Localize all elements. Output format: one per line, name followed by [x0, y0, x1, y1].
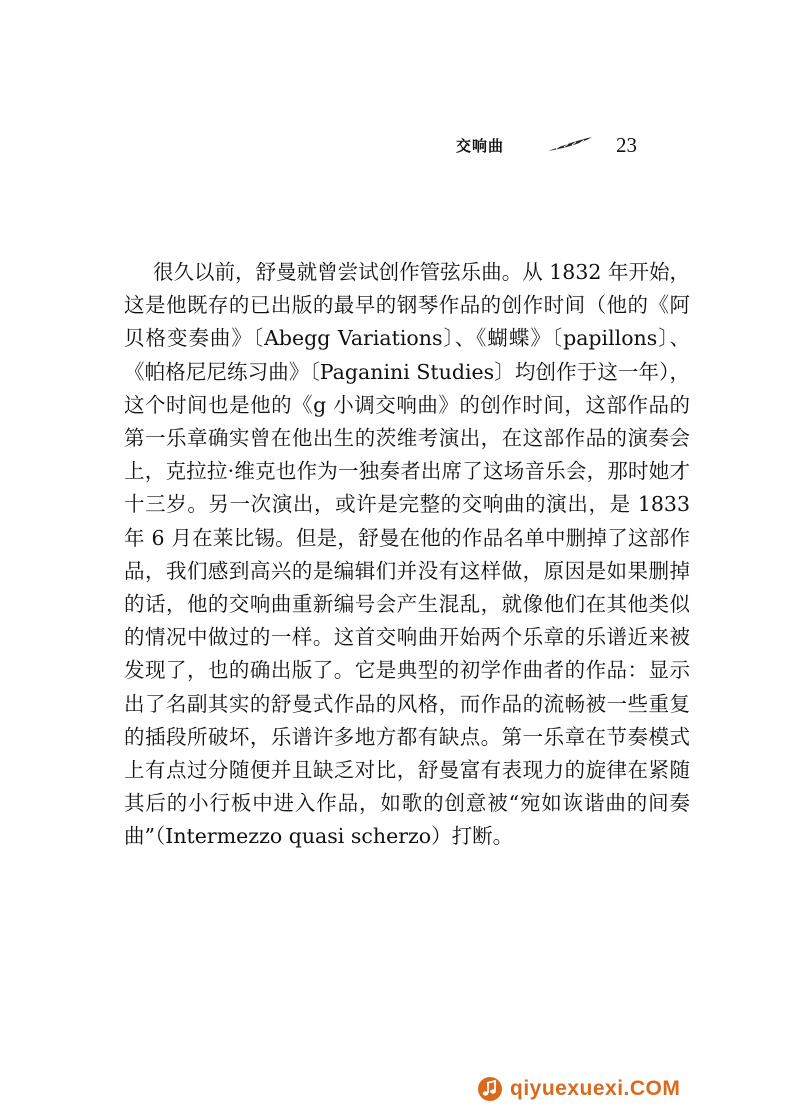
watermark — [476, 1076, 680, 1102]
section-title: 交响曲 — [456, 136, 505, 155]
page-number: 23 — [616, 132, 637, 157]
music-note-icon — [476, 1076, 504, 1102]
watermark-text: qiyuexuexi.COM — [510, 1077, 681, 1100]
quill-ornament-icon — [546, 135, 594, 155]
running-head — [456, 130, 637, 160]
body-paragraph: 很久以前，舒曼就曾尝试创作管弦乐曲。从 1832 年开始，这是他既存的已出版的最早的钢琴作品的创作时间（他的《阿贝格变奏曲》〔Abegg Variations〕、《蝴蝶》〔papillons〕、《帕格尼尼练习曲》〔Paganini Studies〕均创作于这一年），这个时间也是他的《g 小调交响曲》的创作时间，这部作品的第一乐章确实曾在他出生的茨维考演出，在这部作品的演奏会上，克拉拉·维克也作为一独奏者出席了这场音乐会，那时她才十三岁。另一次演出，或许是完整的交响曲的演出，是 1833 年 6 月在莱比锡。但是，舒曼在他的作品名单中删掉了这部作品，我们感到高兴的是编辑们并没有这样做，原因是如果删掉的话，他的交响曲重新编号会产生混乱，就像他们在其他类似的情况中做过的一样。这首交响曲开始两个乐章的乐谱近来被发现了，也的确出版了。它是典型的初学作曲者的作品：显示出了名副其实的舒曼式作品的风格，而作品的流畅被一些重复的插段所破坏，乐谱许多地方都有缺点。第一乐章在节奏模式上有点过分随便并且缺乏对比，舒曼富有表现力的旋律在紧随其后的小行板中进入作品，如歌的创意被“宛如诙谐曲的间奏曲”（Intermezzo quasi scherzo）打断。 — [124, 260, 690, 849]
